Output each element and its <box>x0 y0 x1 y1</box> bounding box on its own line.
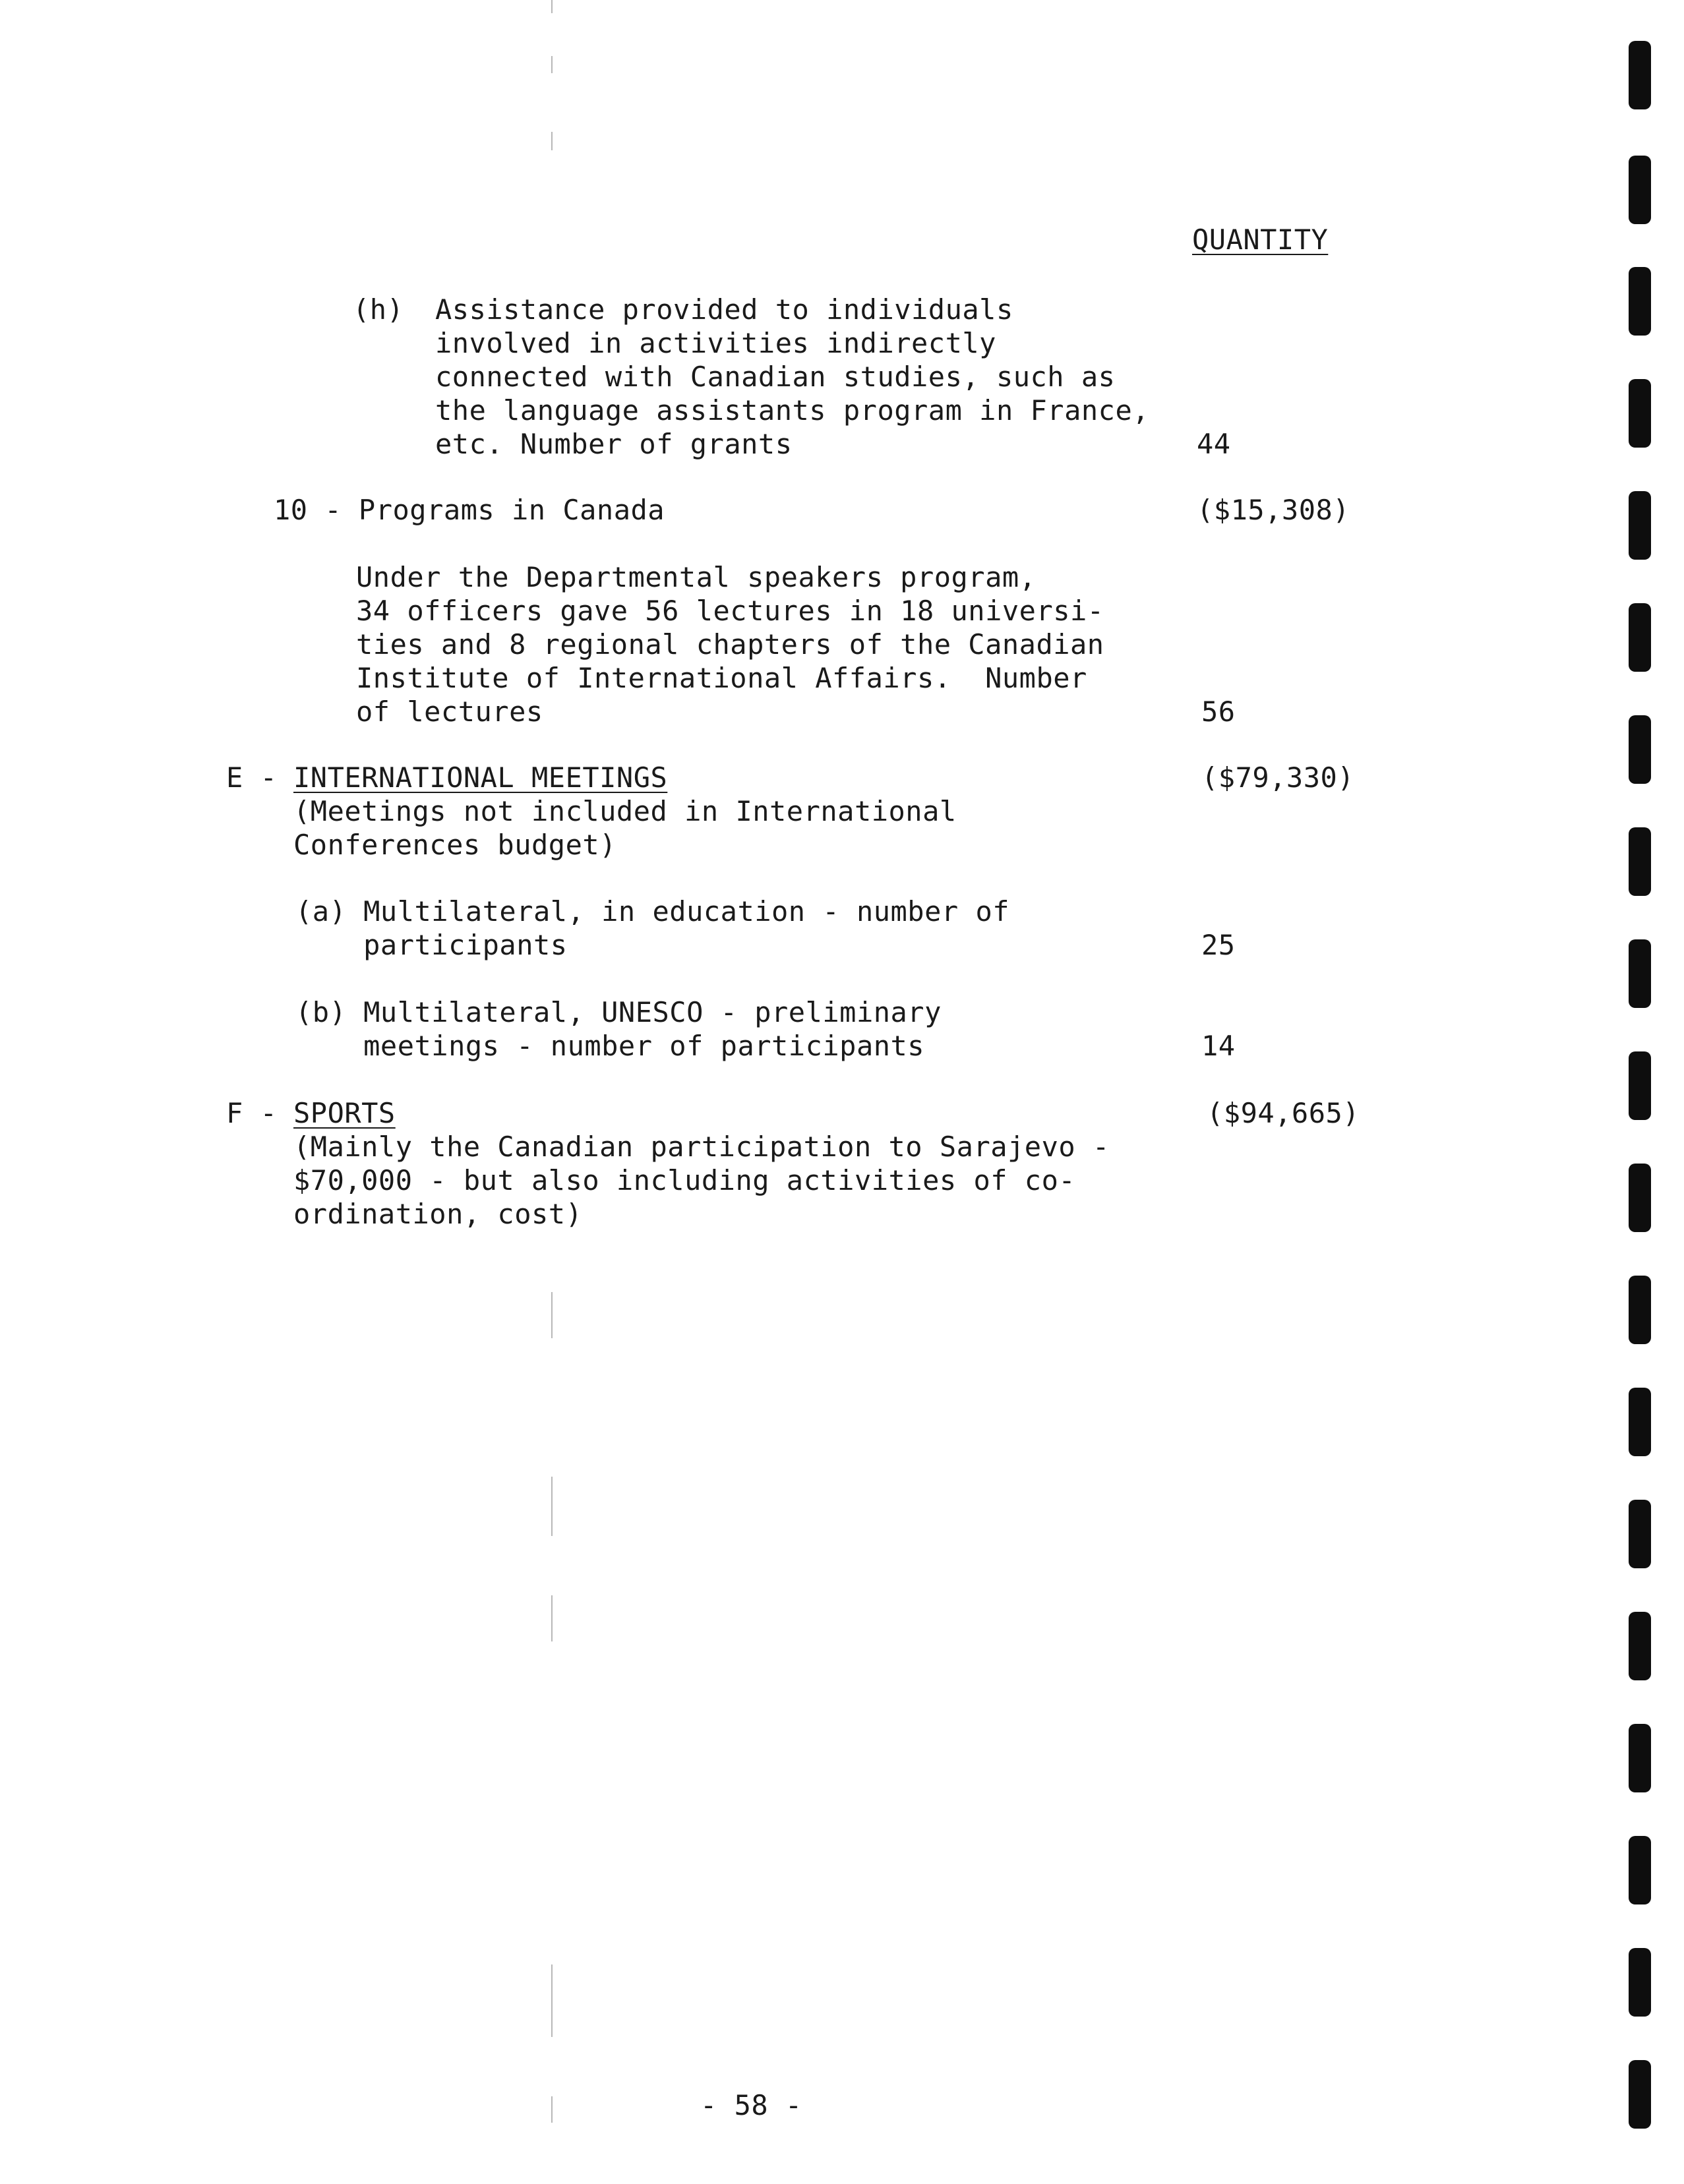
item-h-line: etc. Number of grants <box>435 428 793 460</box>
binding-hole <box>1629 1724 1651 1792</box>
item-h-line: involved in activities indirectly <box>435 327 996 359</box>
binding-hole <box>1629 491 1651 560</box>
binding-hole <box>1629 1051 1651 1120</box>
section-e-letter: E - <box>226 761 278 794</box>
item-10-title: 10 - Programs in Canada <box>274 494 665 526</box>
item-10-quantity: 56 <box>1201 695 1236 728</box>
section-f-note-line: (Mainly the Canadian participation to Sarajevo - <box>293 1131 1110 1163</box>
item-10-amount: ($15,308) <box>1197 494 1350 526</box>
item-10-line: Institute of International Affairs. Number <box>356 662 1087 694</box>
binding-hole <box>1629 156 1651 224</box>
section-e-title: INTERNATIONAL MEETINGS <box>293 761 668 794</box>
item-10-line: ties and 8 regional chapters of the Canadian <box>356 628 1104 661</box>
section-e-note-line: (Meetings not included in International <box>293 795 957 827</box>
section-f-note-line: ordination, cost) <box>293 1198 583 1230</box>
scan-artifact <box>551 2096 553 2123</box>
scan-artifact <box>551 0 553 13</box>
section-e-item-a-line: participants <box>295 929 568 961</box>
section-e-item-b-line: (b) Multilateral, UNESCO - preliminary <box>295 996 942 1028</box>
scan-artifact <box>551 1964 553 2037</box>
page-number: - 58 - <box>700 2089 802 2121</box>
item-h-line: connected with Canadian studies, such as <box>435 361 1116 393</box>
scan-artifact <box>551 132 553 150</box>
binding-hole <box>1629 1276 1651 1344</box>
section-f-letter: F - <box>226 1097 278 1129</box>
item-h-label: (h) <box>353 293 404 326</box>
quantity-column-header: QUANTITY <box>1192 223 1329 256</box>
scan-artifact <box>551 1595 553 1641</box>
item-10-line: of lectures <box>356 695 543 728</box>
section-f-note-line: $70,000 - but also including activities of co- <box>293 1164 1076 1196</box>
item-h-quantity: 44 <box>1197 428 1231 460</box>
item-h-line: the language assistants program in France, <box>435 394 1150 427</box>
binding-hole <box>1629 1612 1651 1680</box>
binding-hole <box>1629 379 1651 448</box>
binding-hole <box>1629 41 1651 109</box>
binding-hole <box>1629 1836 1651 1904</box>
item-10-line: Under the Departmental speakers program, <box>356 561 1037 593</box>
item-10-line: 34 officers gave 56 lectures in 18 universi- <box>356 595 1104 627</box>
binding-hole <box>1629 1388 1651 1456</box>
section-f-amount: ($94,665) <box>1207 1097 1360 1129</box>
binding-hole <box>1629 603 1651 672</box>
binding-hole <box>1629 1500 1651 1568</box>
section-e-item-b-quantity: 14 <box>1201 1030 1236 1062</box>
binding-hole <box>1629 939 1651 1008</box>
section-e-amount: ($79,330) <box>1201 761 1355 794</box>
section-e-item-a-line: (a) Multilateral, in education - number of <box>295 895 1010 928</box>
binding-hole <box>1629 2060 1651 2129</box>
scan-artifact <box>551 1477 553 1536</box>
section-e-note-line: Conferences budget) <box>293 829 616 861</box>
item-h-line: Assistance provided to individuals <box>435 293 1013 326</box>
binding-hole <box>1629 715 1651 784</box>
binding-hole <box>1629 827 1651 896</box>
section-e-item-b-line: meetings - number of participants <box>295 1030 925 1062</box>
section-f-title: SPORTS <box>293 1097 396 1129</box>
binding-hole <box>1629 1948 1651 2017</box>
scan-artifact <box>551 1292 553 1338</box>
binding-hole <box>1629 267 1651 336</box>
binding-hole <box>1629 1164 1651 1232</box>
scan-artifact <box>551 56 553 73</box>
section-e-item-a-quantity: 25 <box>1201 929 1236 961</box>
